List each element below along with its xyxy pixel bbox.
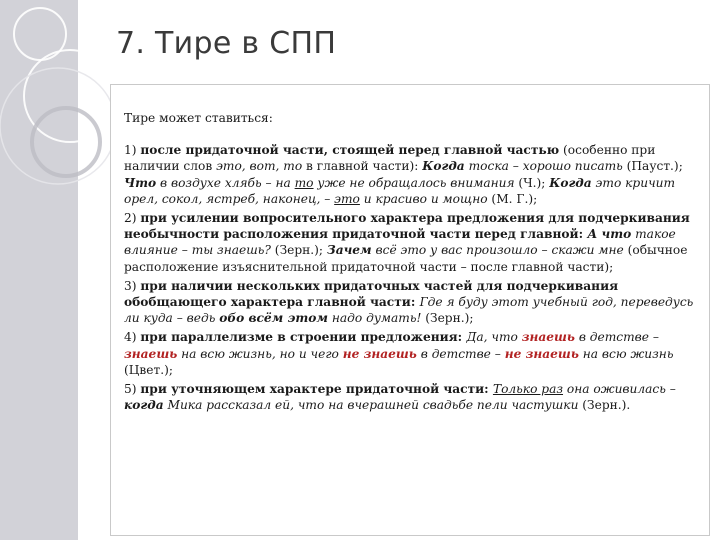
- text-segment: при параллелизме в строении предложения:: [140, 330, 467, 345]
- text-segment: Когда: [549, 175, 592, 190]
- text-segment: когда: [124, 398, 164, 413]
- text-segment: 5): [124, 382, 141, 397]
- text-segment: после придаточной части, стоящей перед главной частью: [140, 143, 560, 158]
- text-segment: в главной части):: [302, 159, 423, 174]
- text-segment: (Зерн.).: [578, 398, 631, 413]
- text-segment: Да, что: [466, 330, 522, 345]
- text-segment: на всю жизнь, но и чего: [177, 346, 343, 361]
- rule-item-2: [124, 210, 699, 275]
- text-segment: (М. Г.);: [487, 191, 538, 206]
- text-segment: уже не обращалось внимания: [313, 175, 515, 190]
- text-segment: она оживилась –: [563, 382, 676, 397]
- intro-text: Тире может ставиться:: [124, 111, 273, 125]
- text-segment: на всю жизнь: [578, 346, 674, 361]
- text-segment: (Зерн.);: [421, 311, 474, 326]
- text-segment: при уточняющем характере придаточной части:: [140, 382, 493, 397]
- text-segment: знаешь: [124, 346, 178, 361]
- text-segment: не знаешь: [504, 346, 579, 361]
- text-segment: это кричит орел, сокол, ястреб, наконец, –: [124, 175, 676, 206]
- text-segment: (Цвет.);: [124, 362, 173, 377]
- text-segment: такое влияние – ты знаешь?: [124, 227, 676, 258]
- text-segment: Только раз: [492, 382, 564, 397]
- text-segment: тоска – хорошо писать: [464, 159, 623, 174]
- text-segment: А что: [587, 227, 632, 242]
- text-segment: всё это у вас произошло – скажи мне: [371, 243, 624, 258]
- text-segment: это, вот, то: [216, 159, 303, 174]
- rule-item-5: [124, 381, 699, 413]
- text-segment: Когда: [422, 159, 465, 174]
- text-segment: при усилении вопросительного характера предложения для подчеркивания необычности расположения придаточной части перед главной:: [124, 211, 690, 242]
- text-segment: не знаешь: [342, 346, 417, 361]
- text-segment: Мика рассказал ей, что на вчерашней свадьбе пели частушки: [163, 398, 579, 413]
- text-segment: это: [334, 191, 360, 206]
- slide-title: 7. Тире в СПП: [116, 26, 337, 61]
- text-segment: Что: [124, 175, 157, 190]
- text-segment: 2): [124, 211, 141, 226]
- text-segment: 3): [124, 278, 141, 293]
- text-segment: 1): [124, 143, 141, 158]
- rule-item-3: [124, 278, 699, 327]
- text-segment: в детстве –: [416, 346, 505, 361]
- rule-item-1: [124, 142, 699, 207]
- rule-item-4: [124, 329, 699, 378]
- text-segment: (Ч.);: [514, 175, 550, 190]
- text-segment: (обычное расположение изъяснительной придаточной части – после главной части);: [124, 243, 688, 274]
- text-segment: 4): [124, 330, 141, 345]
- text-segment: в воздухе хлябь – на: [156, 175, 295, 190]
- text-segment: (особенно при наличии слов: [124, 143, 656, 174]
- text-segment: Зачем: [326, 243, 372, 258]
- text-segment: Где я буду этот учебный год, переведусь ли куда – ведь: [124, 295, 694, 326]
- text-segment: то: [294, 175, 314, 190]
- slide-content: [124, 110, 699, 416]
- text-segment: (Пауст.);: [622, 159, 683, 174]
- text-segment: при наличии нескольких придаточных частей для подчеркивания обобщающего характера главной части:: [124, 278, 619, 310]
- text-segment: знаешь: [521, 330, 575, 345]
- text-segment: в детстве –: [574, 330, 659, 345]
- text-segment: надо думать!: [328, 311, 422, 326]
- decorative-circles: [0, 0, 110, 220]
- text-segment: (Зерн.);: [270, 243, 327, 258]
- text-segment: и красиво и мощно: [359, 191, 488, 206]
- text-segment: обо всём этом: [219, 311, 328, 326]
